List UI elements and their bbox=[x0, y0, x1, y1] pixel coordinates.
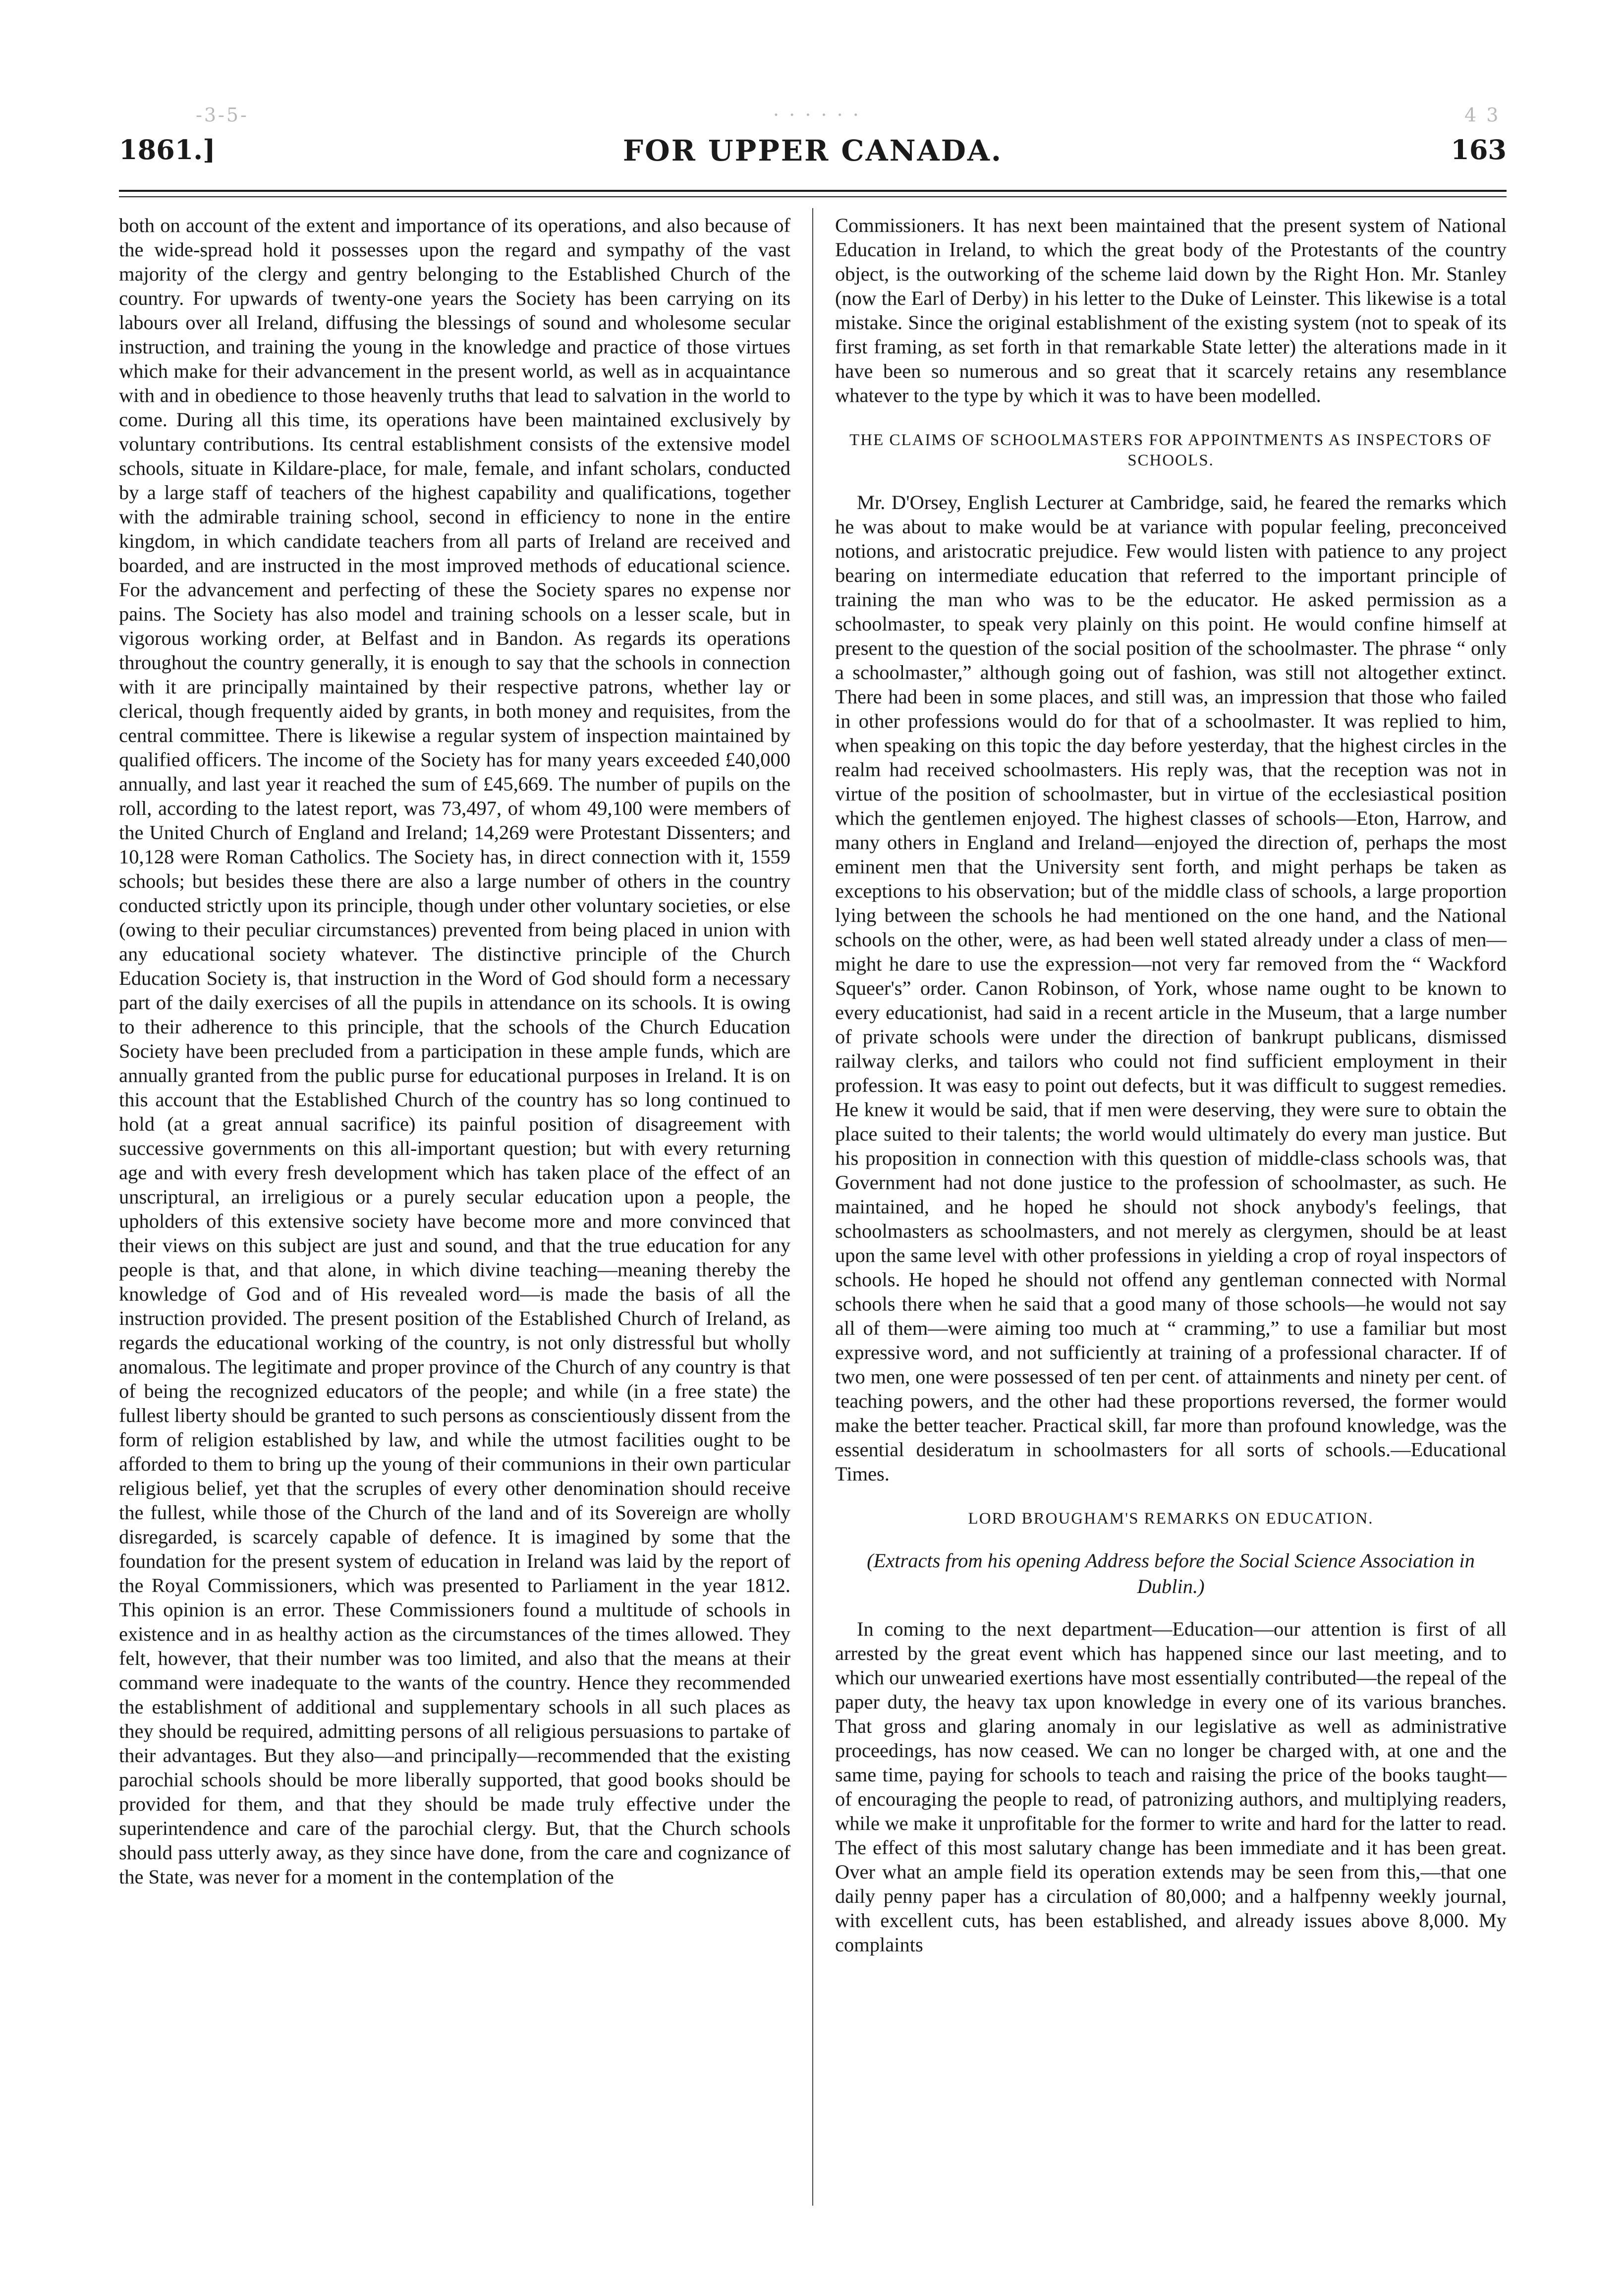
left-paragraph-1: both on account of the extent and importance of its operations, and also because of the wide-spread hold it possesses upon the regard and sympathy of the vast majority of the clergy and gentry belonging to the Established Church of the country. For upwards of twenty-one years the Society has been carrying on its labours over all Ireland, diffusing the blessings of sound and wholesome secular instruction, and training the young in the knowledge and practice of those virtues which make for their advancement in the present world, as well as in acquaintance with and in obedience to those heavenly truths that lead to salvation in the world to come. During all this time, its operations have been maintained exclusively by voluntary contributions. Its central establishment consists of the extensive model schools, situate in Kildare-place, for male, female, and infant scholars, conducted by a large staff of teachers of the highest capability and qualifications, together with the admirable training school, second in efficiency to none in the entire kingdom, in which candidate teachers from all parts of Ireland are received and boarded, and are instructed in the most improved methods of educational science. For the advancement and perfecting of these the Society spares no expense nor pains. The Society has also model and training schools on a lesser scale, but in vigorous working order, at Belfast and in Bandon. As regards its operations throughout the country generally, it is enough to say that the schools in connection with it are principally maintained by their respective patrons, whether lay or clerical, though frequently aided by grants, in both money and requisites, from the central committee. There is likewise a regular system of inspection maintained by qualified officers. The income of the Society has for many years exceeded £40,000 annually, and last year it reached the sum of £45,669. The number of pupils on the roll, according to the latest report, was 73,497, of whom 49,100 were members of the United Church of England and Ireland; 14,269 were Protestant Dissenters; and 10,128 were Roman Catholics. The Society has, in direct connection with it, 1559 schools; but besides these there are also a large number of others in the country conducted strictly upon its principle, though under other voluntary societies, or else (owing to their peculiar circumstances) prevented from being placed in union with any educational society whatever. The distinctive principle of the Church Education Society is, that instruction in the Word of God should form a necessary part of the daily exercises of all the pupils in attendance on its schools. It is owing to their adherence to this principle, that the schools of the Church Education Society have been precluded from a participation in these ample funds, which are annually granted from the public purse for educational purposes in Ireland. It is on this account that the Established Church of the country has so long continued to hold (at a great annual sacrifice) its painful position of disagreement with successive governments on this all-important question; but with every returning age and with every fresh development which has taken place of the effect of an unscriptural, an irreligious or a purely secular education upon a people, the upholders of this extensive society have become more and more convinced that their views on this subject are just and sound, and that the true education for any people is that, and that alone, in which divine teaching—meaning thereby the knowledge of God and of His revealed word—is made the basis of all the instruction provided. The present position of the Established Church of Ireland, as regards the educational working of the country, is not only distressful but wholly anomalous. The legitimate and proper province of the Church of any country is that of being the recognized educators of the people; and while (in a free state) the fullest liberty should be granted to such persons as conscientiously dissent from the form of religion established by law, and while the utmost facilities ought to be afforded to them to bring up the young of their communions in their own particular religious belief, yet that the scruples of every other denomination should receive the fullest, while those of the Church of the land and of its Sovereign are wholly disregarded, is scarcely capable of defence. It is imagined by some that the foundation for the present system of education in Ireland was laid by the report of the Royal Commissioners, which was presented to Parliament in the year 1812. This opinion is an error. These Commissioners found a multitude of schools in existence and in as healthy action as the circumstances of the times allowed. They felt, however, that their number was too limited, and also that the means at their command were inadequate to the wants of the country. Hence they recommended the establishment of additional and supplementary schools in all such places as they should be required, admitting persons of all religious persuasions to partake of their advantages. But they also—and principally—recommended that the existing parochial schools should be more liberally supported, that good books should be provided for them, and that they should be made truly effective under the superintendence and care of the parochial clergy. But, that the Church schools should pass utterly away, as they since have done, from the care and cognizance of the State, was never for a moment in the contemplation of the bbox=[119, 214, 790, 1888]
section-heading-inspectors: THE CLAIMS OF SCHOOLMASTERS FOR APPOINTMENTS AS INSPECTORS OF SCHOOLS. bbox=[849, 431, 1492, 470]
stamp-right: 4 3 bbox=[1464, 104, 1501, 126]
right-column bbox=[835, 213, 1507, 1957]
column-divider bbox=[812, 208, 813, 2206]
stamp-center: · · · · · · bbox=[773, 104, 861, 126]
header-rule-thick bbox=[119, 190, 1507, 192]
header-title: FOR UPPER CANADA. bbox=[622, 134, 1003, 168]
section-heading-brougham: LORD BROUGHAM'S REMARKS ON EDUCATION. bbox=[968, 1509, 1374, 1528]
section-subtitle-brougham: (Extracts from his opening Address before the Social Science Association in Dublin.) bbox=[867, 1549, 1475, 1598]
header-rule-thin bbox=[119, 196, 1507, 197]
right-paragraph-1: Commissioners. It has next been maintained that the present system of National Education in Ireland, to which the great body of the Protestants of the country object, is the outworking of the scheme laid down by the Right Hon. Mr. Stanley (now the Earl of Derby) in his letter to the Duke of Leinster. This likewise is a total mistake. Since the original establishment of the existing system (not to speak of its first framing, as set forth in that remarkable State letter) the alterations made in it have been so numerous and so great that it scarcely retains any resemblance whatever to the type by which it was to have been modelled. bbox=[835, 214, 1507, 406]
left-column bbox=[119, 213, 790, 1889]
header-year: 1861.] bbox=[119, 134, 216, 166]
right-paragraph-3: In coming to the next department—Education—our attention is first of all arrested by the great event which has happened since our last meeting, and to which our unwearied exertions have most essentially contributed—the repeal of the paper duty, the heavy tax upon knowledge in every one of its various branches. That gross and glaring anomaly in our legislative as well as administrative proceedings, has now ceased. We can no longer be charged with, at one and the same time, paying for schools to teach and raising the price of the books taught—of encouraging the people to read, of patronizing authors, and multiplying readers, while we make it unprofitable for the former to write and hard for the latter to read. The effect of this most salutary change has been immediate and it has been great. Over what an ample field its operation extends may be seen from this,—that one daily penny paper has a circulation of 80,000; and a halfpenny weekly journal, with excellent cuts, has been established, and already issues above 8,000. My complaints bbox=[835, 1618, 1507, 1956]
stamp-left: -3-5- bbox=[196, 104, 249, 126]
running-header bbox=[119, 134, 1507, 178]
page-number: 163 bbox=[1451, 134, 1507, 166]
right-paragraph-2: Mr. D'Orsey, English Lecturer at Cambridge, said, he feared the remarks which he was about to make would be at variance with popular feeling, preconceived notions, and aristocratic prejudice. Few would listen with patience to any project bearing on intermediate education that referred to the important principle of training the man who was to be the educator. He asked permission as a schoolmaster, to speak very plainly on this point. He would confine himself at present to the question of the social position of the schoolmaster. The phrase “ only a schoolmaster,” although going out of fashion, was still not altogether extinct. There had been in some places, and still was, an impression that those who failed in other professions would do for that of a schoolmaster. It was replied to him, when speaking on this topic the day before yesterday, that the highest circles in the realm had received schoolmasters. His reply was, that the reception was not in virtue of the position of schoolmaster, but in virtue of the ecclesiastical position which the gentlemen enjoyed. The highest classes of schools—Eton, Harrow, and many others in England and Ireland—enjoyed the direction of, perhaps the most eminent men that the University sent forth, and might perhaps be taken as exceptions to his observation; but of the middle class of schools, a large proportion lying between the schools he had mentioned on the one hand, and the National schools on the other, were, as had been well stated already under a class of men—might he dare to use the expression—not very far removed from the “ Wackford Squeer's” order. Canon Robinson, of York, whose name ought to be known to every educationist, had said in a recent article in the Museum, that a large number of private schools were under the direction of bankrupt publicans, dismissed railway clerks, and tailors who could not find sufficient employment in their profession. It was easy to point out defects, but it was difficult to suggest remedies. He knew it would be said, that if men were deserving, they were sure to obtain the place suited to their talents; the world would ultimately do every man justice. But his proposition in connection with this question of middle-class schools was, that Government had not done justice to the profession of schoolmaster, as such. He maintained, and he hoped he should not shock anybody's feelings, that schoolmasters as schoolmasters, and not merely as clergymen, should be at least upon the same level with other professions in yielding a crop of royal inspectors of schools. He hoped he should not offend any gentleman connected with Normal schools there when he said that a good many of those schools—he would not say all of them—were aiming too much at “ cramming,” to use a familiar but most expressive word, and not sufficiently at training of a professional character. If of two men, one were possessed of ten per cent. of attainments and ninety per cent. of teaching powers, and the other had these proportions reversed, the former would make the better teacher. Practical skill, far more than profound knowledge, was the essential desideratum in schoolmasters for all sorts of schools.—Educational Times. bbox=[835, 491, 1507, 1485]
